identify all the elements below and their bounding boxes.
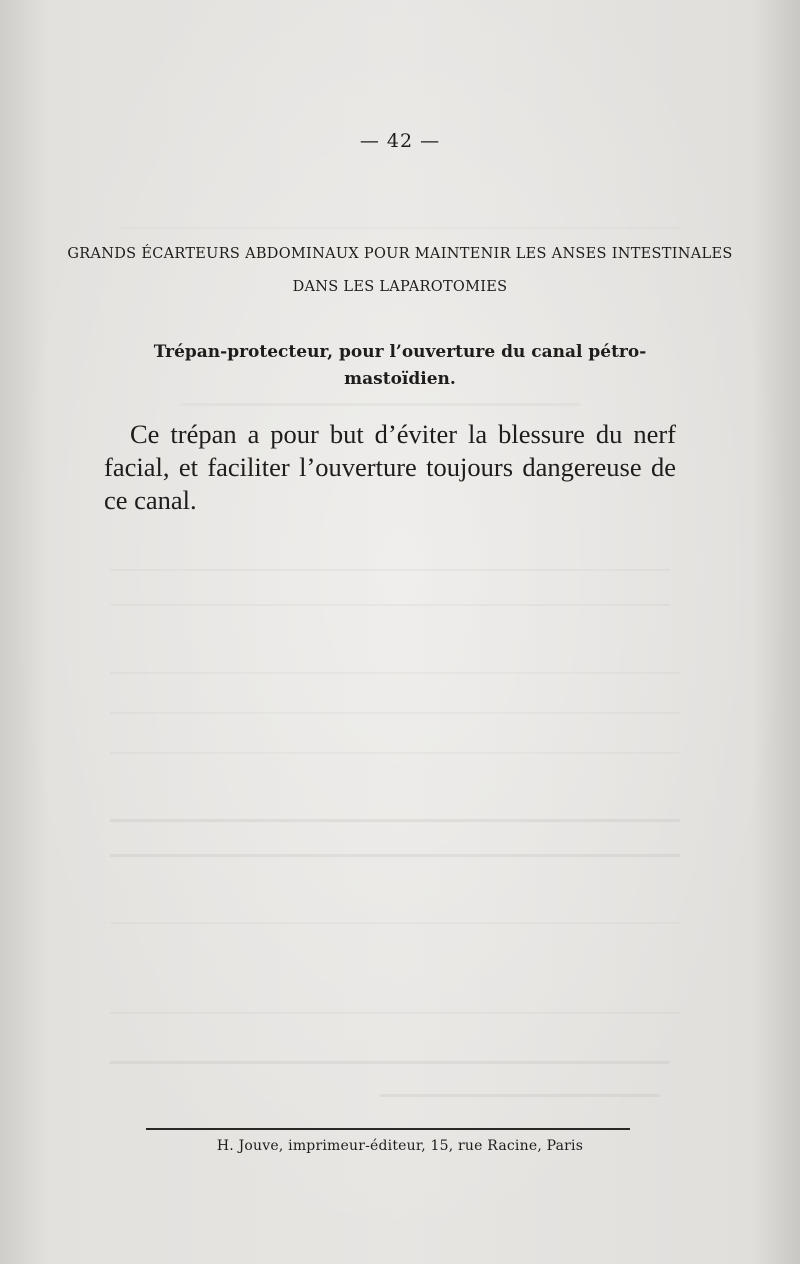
bleed-through-6: [110, 690, 680, 714]
bleed-through-8: [110, 795, 680, 822]
item-description: Ce trépan a pour but d’éviter la blessure du nerf facial, et faciliter l’ouverture toujours dangereuse de ce canal.: [104, 419, 676, 515]
bleed-through-9: [110, 830, 680, 857]
bleed-through-5: [110, 650, 680, 674]
printer-imprint: H. Jouve, imprimeur-éditeur, 15, rue Racine, Paris: [216, 1138, 584, 1154]
section-heading: GRANDS ÉCARTEURS ABDOMINAUX POUR MAINTENIR LES ANSES INTESTINALES DANS LES LAPAROTOMIES: [67, 246, 733, 295]
item-title: Trépan-protecteur, pour l’ouverture du canal pétro-mastoïdien.: [153, 342, 647, 389]
bleed-through-4: [110, 580, 670, 606]
bleed-through-13: [380, 1068, 660, 1097]
page-number: — 42 —: [359, 130, 441, 152]
bleed-through-12: [110, 1035, 670, 1064]
bleed-through-3: [110, 545, 670, 571]
footer-rule: [146, 1128, 630, 1130]
bleed-through-1: [120, 205, 680, 229]
bleed-through-10: [110, 900, 680, 924]
bleed-through-7: [110, 730, 680, 754]
bleed-through-11: [110, 990, 680, 1014]
